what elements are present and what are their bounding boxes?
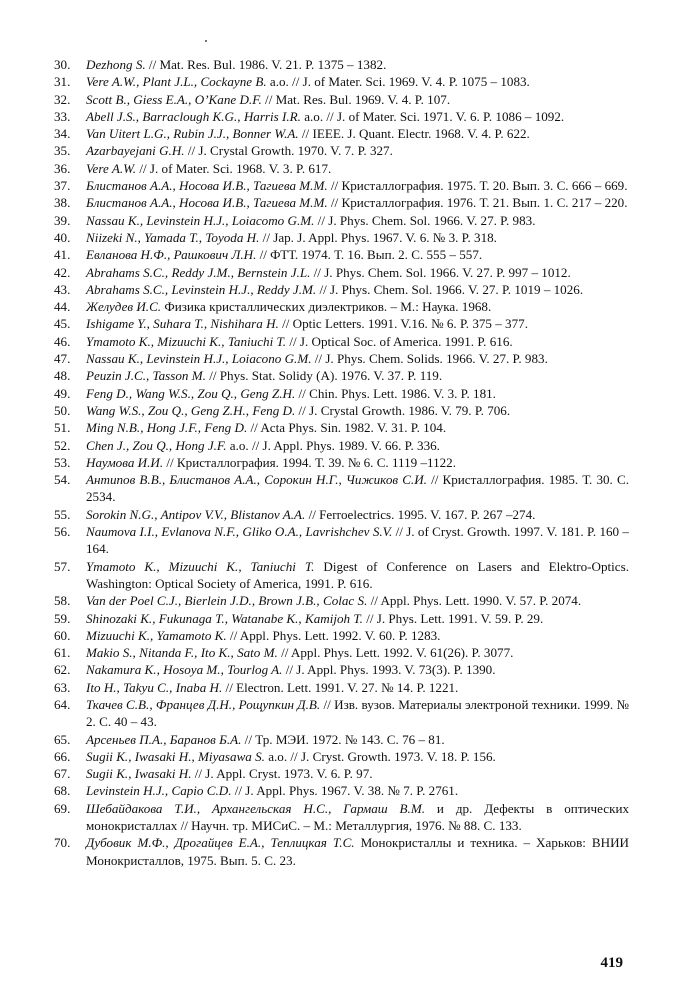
reference-authors: Abell J.S., Barraclough K.G., Harris I.R. (86, 108, 301, 124)
reference-body (86, 506, 629, 523)
reference-item (54, 402, 629, 419)
reference-number: 32. (54, 91, 71, 107)
reference-item (54, 298, 629, 315)
reference-text: // Appl. Phys. Lett. 1992. V. 61(26). P. 3077. (277, 645, 514, 661)
reference-item (54, 696, 629, 731)
reference-text: // J. Crystal Growth. 1970. V. 7. P. 327. (184, 143, 393, 159)
reference-text: // Jap. J. Appl. Phys. 1967. V. 6. № 3. P. 318. (259, 229, 497, 245)
reference-body (86, 402, 629, 419)
reference-body (86, 229, 629, 246)
reference-body (86, 419, 629, 436)
reference-authors: Van der Poel C.J., Bierlein J.D., Brown J.B., Colac S. (86, 593, 368, 609)
stray-dot (205, 40, 207, 42)
reference-text: // Кристаллография. 1985. Т. 30. С. 2534. (86, 472, 629, 505)
reference-item (54, 246, 629, 263)
reference-body (86, 298, 629, 315)
reference-number: 64. (54, 696, 71, 712)
reference-text: Физика кристаллических диэлектриков. – М.: Наука. 1968. (161, 299, 492, 315)
reference-body (86, 765, 629, 782)
reference-body (86, 454, 629, 471)
reference-number: 55. (54, 506, 71, 522)
reference-item (54, 506, 629, 523)
reference-text: // Изв. вузов. Материалы электроной техники. 1999. № 2. С. 40 – 43. (86, 696, 629, 730)
reference-authors: Chen J., Zou Q., Hong J.F. (86, 437, 227, 453)
reference-body (86, 385, 629, 402)
reference-number: 43. (54, 281, 71, 297)
reference-body (86, 644, 629, 661)
reference-item (54, 782, 629, 799)
reference-text: a.o. // J. of Mater. Sci. 1971. V. 6. P. 1086 – 1092. (300, 108, 565, 124)
reference-authors: Nassau K., Levinstein H.J., Loiacono G.M. (86, 351, 312, 367)
reference-text: // ФТТ. 1974. Т. 16. Вып. 2. С. 555 – 557. (256, 247, 483, 263)
reference-item (54, 367, 629, 384)
reference-text: // J. Phys. Chem. Solids. 1966. V. 27. P. 983. (311, 351, 548, 367)
reference-body (86, 558, 629, 593)
reference-authors: Ткачев С.В., Францев Д.Н., Рощупкин Д.В. (86, 696, 321, 712)
reference-authors: Azarbayejani G.H. (86, 143, 185, 159)
reference-body (86, 91, 629, 108)
reference-text: a.o. // J. of Mater. Sci. 1969. V. 4. P. 1075 – 1083. (266, 74, 530, 90)
reference-item (54, 142, 629, 159)
reference-authors: Naumova I.I., Evlanova N.F., Gliko O.A., Lavrishchev S.V. (86, 524, 393, 540)
reference-number: 56. (54, 524, 71, 540)
reference-authors: Levinstein H.J., Capio C.D. (86, 783, 232, 799)
reference-authors: Шебайдакова Т.И., Архангельская Н.С., Гармаш В.М. (86, 800, 425, 816)
reference-item (54, 125, 629, 142)
reference-body (86, 160, 629, 177)
reference-number: 36. (54, 160, 71, 176)
reference-body (86, 367, 629, 384)
reference-body (86, 125, 629, 142)
reference-item (54, 610, 629, 627)
reference-text: // Mat. Res. Bul. 1969. V. 4. P. 107. (261, 91, 451, 107)
reference-text: и др. Дефекты в оптических монокристаллах // Научн. тр. МИСиС. – М.: Металлургия, 1976. № 88. С. 133. (86, 800, 629, 834)
reference-authors: Ming N.B., Hong J.F., Feng D. (86, 420, 248, 436)
reference-text: // Кристаллография. 1994. Т. 39. № 6. С. 1119 –1122. (163, 454, 456, 470)
reference-authors: Sorokin N.G., Antipov V.V., Blistanov A.A. (86, 506, 306, 522)
reference-item (54, 661, 629, 678)
reference-body (86, 333, 629, 350)
reference-authors: Nassau K., Levinstein H.J., Loiacomo G.M. (86, 212, 315, 228)
reference-body (86, 748, 629, 765)
reference-text: // Тр. МЭИ. 1972. № 143. С. 76 – 81. (241, 731, 445, 747)
reference-body (86, 731, 629, 748)
reference-number: 45. (54, 316, 71, 332)
reference-body (86, 800, 629, 835)
reference-item (54, 194, 629, 211)
reference-item (54, 56, 629, 73)
reference-body (86, 661, 629, 678)
reference-text: // Mat. Res. Bul. 1986. V. 21. P. 1375 – 1382. (145, 57, 387, 72)
reference-number: 52. (54, 437, 71, 453)
reference-authors: Vere A.W., Plant J.L., Cockayne B. (86, 74, 267, 90)
reference-text: // J. Appl. Phys. 1993. V. 73(3). P. 1390. (282, 662, 496, 678)
reference-item (54, 731, 629, 748)
reference-body (86, 56, 629, 73)
reference-number: 49. (54, 385, 71, 401)
reference-authors: Блистанов А.А., Носова И.В., Тагиева М.М. (86, 195, 328, 211)
reference-body (86, 834, 629, 869)
reference-text: a.o. // J. Cryst. Growth. 1973. V. 18. P. 156. (264, 748, 496, 764)
reference-authors: Sugii K., Iwasaki H. (86, 766, 192, 782)
reference-body (86, 592, 629, 609)
reference-text: // J. of Mater. Sci. 1968. V. 3. P. 617. (136, 160, 332, 176)
reference-text: // J. Appl. Cryst. 1973. V. 6. P. 97. (191, 766, 373, 782)
reference-text: // IEEE. J. Quant. Electr. 1968. V. 4. P. 622. (298, 126, 530, 142)
reference-body (86, 610, 629, 627)
reference-number: 30. (54, 57, 71, 72)
reference-authors: Makio S., Nitanda F., Ito K., Sato M. (86, 645, 278, 661)
reference-body (86, 696, 629, 731)
reference-authors: Feng D., Wang W.S., Zou Q., Geng Z.H. (86, 385, 296, 401)
reference-item (54, 834, 629, 869)
reference-number: 63. (54, 679, 71, 695)
reference-body (86, 782, 629, 799)
reference-body (86, 142, 629, 159)
page-number: 419 (600, 955, 623, 971)
reference-authors: Антипов В.В., Блистанов А.А., Сорокин Н.Г., Чижиков С.И. (86, 472, 427, 488)
reference-item (54, 748, 629, 765)
reference-authors: Abrahams S.C., Levinstein H.J., Reddy J.M. (86, 281, 317, 297)
reference-number: 48. (54, 368, 71, 384)
reference-item (54, 333, 629, 350)
reference-authors: Vere A.W. (86, 160, 137, 176)
reference-number: 66. (54, 748, 71, 764)
reference-text: // J. Phys. Chem. Sol. 1966. V. 27. P. 1019 – 1026. (316, 281, 584, 297)
reference-body (86, 471, 629, 506)
reference-item (54, 523, 629, 558)
reference-item (54, 177, 629, 194)
reference-authors: Ito H., Takyu C., Inaba H. (86, 679, 223, 695)
reference-authors: Наумова И.И. (86, 454, 164, 470)
reference-body (86, 194, 629, 211)
reference-authors: Nakamura K., Hosoya M., Tourlog A. (86, 662, 283, 678)
reference-body (86, 437, 629, 454)
reference-number: 68. (54, 783, 71, 799)
reference-number: 34. (54, 126, 71, 142)
reference-item (54, 471, 629, 506)
reference-text: // Optic Letters. 1991. V.16. № 6. P. 375 – 377. (278, 316, 528, 332)
reference-authors: Niizeki N., Yamada T., Toyoda H. (86, 229, 260, 245)
reference-text: a.o. // J. Appl. Phys. 1989. V. 66. P. 336. (226, 437, 440, 453)
reference-number: 41. (54, 247, 71, 263)
reference-authors: Блистанов А.А., Носова И.В., Тагиева М.М. (86, 178, 328, 194)
reference-body (86, 679, 629, 696)
reference-authors: Ishigame Y., Suhara T., Nishihara H. (86, 316, 279, 332)
reference-authors: Abrahams S.C., Reddy J.M., Bernstein J.L. (86, 264, 311, 280)
reference-authors: Peuzin J.C., Tasson M. (86, 368, 206, 384)
reference-authors: Арсеньев П.А., Баранов Б.А. (86, 731, 242, 747)
reference-number: 70. (54, 835, 71, 851)
reference-body (86, 281, 629, 298)
reference-number: 59. (54, 610, 71, 626)
reference-number: 35. (54, 143, 71, 159)
reference-text: // Кристаллография. 1976. Т. 21. Вып. 1. С. 217 – 220. (327, 195, 628, 211)
reference-item (54, 644, 629, 661)
reference-item (54, 385, 629, 402)
reference-item (54, 315, 629, 332)
reference-list (54, 56, 629, 869)
reference-authors: Shinozaki K., Fukunaga T., Watanabe K., Kamijoh T. (86, 610, 363, 626)
reference-number: 31. (54, 74, 71, 90)
reference-item (54, 108, 629, 125)
reference-text: // J. Phys. Chem. Sol. 1966. V. 27. P. 983. (314, 212, 536, 228)
reference-number: 60. (54, 627, 71, 643)
reference-text: // Phys. Stat. Solidy (A). 1976. V. 37. P. 119. (205, 368, 443, 384)
reference-number: 67. (54, 766, 71, 782)
reference-body (86, 73, 629, 90)
reference-text: // J. Crystal Growth. 1986. V. 79. P. 706. (295, 402, 511, 418)
reference-item (54, 419, 629, 436)
reference-text: // Appl. Phys. Lett. 1990. V. 57. P. 2074. (367, 593, 582, 609)
reference-number: 57. (54, 558, 71, 574)
reference-item (54, 800, 629, 835)
reference-item (54, 765, 629, 782)
reference-authors: Mizuuchi K., Yamamoto K. (86, 627, 227, 643)
reference-item (54, 229, 629, 246)
reference-body (86, 350, 629, 367)
reference-authors: Ymamoto K., Mizuuchi K., Taniuchi T. (86, 558, 315, 574)
reference-body (86, 108, 629, 125)
reference-number: 37. (54, 178, 71, 194)
reference-body (86, 523, 629, 558)
reference-text: // Ferroelectrics. 1995. V. 167. P. 267 –274. (305, 506, 536, 522)
reference-body (86, 627, 629, 644)
reference-number: 65. (54, 731, 71, 747)
reference-text: // Chin. Phys. Lett. 1986. V. 3. P. 181. (295, 385, 496, 401)
reference-item (54, 679, 629, 696)
reference-authors: Желудев И.С. (86, 299, 162, 315)
reference-number: 33. (54, 108, 71, 124)
reference-number: 47. (54, 351, 71, 367)
reference-item (54, 558, 629, 593)
reference-text: // Acta Phys. Sin. 1982. V. 31. P. 104. (247, 420, 447, 436)
reference-text: // Кристаллография. 1975. Т. 20. Вып. 3. С. 666 – 669. (327, 178, 628, 194)
reference-number: 40. (54, 229, 71, 245)
reference-body (86, 246, 629, 263)
reference-item (54, 264, 629, 281)
reference-number: 53. (54, 454, 71, 470)
reference-number: 44. (54, 299, 71, 315)
reference-item (54, 281, 629, 298)
reference-authors: Dezhong S. (86, 57, 146, 72)
reference-number: 61. (54, 645, 71, 661)
reference-number: 46. (54, 333, 71, 349)
reference-authors: Дубовик М.Ф., Дрогайцев Е.А., Теплицкая Т.С. (86, 835, 355, 851)
reference-item (54, 627, 629, 644)
reference-item (54, 454, 629, 471)
reference-item (54, 592, 629, 609)
reference-body (86, 177, 629, 194)
reference-authors: Wang W.S., Zou Q., Geng Z.H., Feng D. (86, 402, 296, 418)
reference-text: // J. of Cryst. Growth. 1997. V. 181. P. 160 – 164. (86, 524, 629, 557)
reference-number: 50. (54, 402, 71, 418)
reference-number: 54. (54, 472, 71, 488)
reference-text: // Appl. Phys. Lett. 1992. V. 60. P. 1283. (226, 627, 441, 643)
reference-body (86, 315, 629, 332)
reference-body (86, 212, 629, 229)
reference-authors: Ymamoto K., Mizuuchi K., Taniuchi T. (86, 333, 287, 349)
reference-number: 38. (54, 195, 71, 211)
reference-number: 58. (54, 593, 71, 609)
reference-item (54, 437, 629, 454)
reference-item (54, 91, 629, 108)
reference-item (54, 212, 629, 229)
reference-number: 39. (54, 212, 71, 228)
reference-text: // J. Appl. Phys. 1967. V. 38. № 7. P. 2761. (231, 783, 459, 799)
reference-number: 62. (54, 662, 71, 678)
reference-text: // Electron. Lett. 1991. V. 27. № 14. P. 1221. (222, 679, 459, 695)
reference-item (54, 73, 629, 90)
reference-text: Монокристаллы и техника. – Харьков: ВНИИ Монокристаллов, 1975. Вып. 5. С. 23. (86, 835, 629, 868)
reference-authors: Евланова Н.Ф., Рашкович Л.Н. (86, 247, 257, 263)
reference-number: 51. (54, 420, 71, 436)
reference-number: 69. (54, 800, 71, 816)
reference-text: // J. Phys. Chem. Sol. 1966. V. 27. P. 997 – 1012. (310, 264, 571, 280)
reference-text: // J. Optical Soc. of America. 1991. P. 616. (286, 333, 513, 349)
reference-number: 42. (54, 264, 71, 280)
reference-text: // J. Phys. Lett. 1991. V. 59. P. 29. (362, 610, 544, 626)
reference-authors: Scott B., Giess E.A., O’Kane D.F. (86, 91, 262, 107)
reference-authors: Sugii K., Iwasaki H., Miyasawa S. (86, 748, 265, 764)
reference-authors: Van Uitert L.G., Rubin J.J., Bonner W.A. (86, 126, 299, 142)
reference-item (54, 160, 629, 177)
reference-body (86, 264, 629, 281)
reference-text: Digest of Conference on Lasers and Elektro-Optics. Washington: Optical Society of America, 1991. P. 616. (86, 558, 629, 591)
reference-item (54, 350, 629, 367)
